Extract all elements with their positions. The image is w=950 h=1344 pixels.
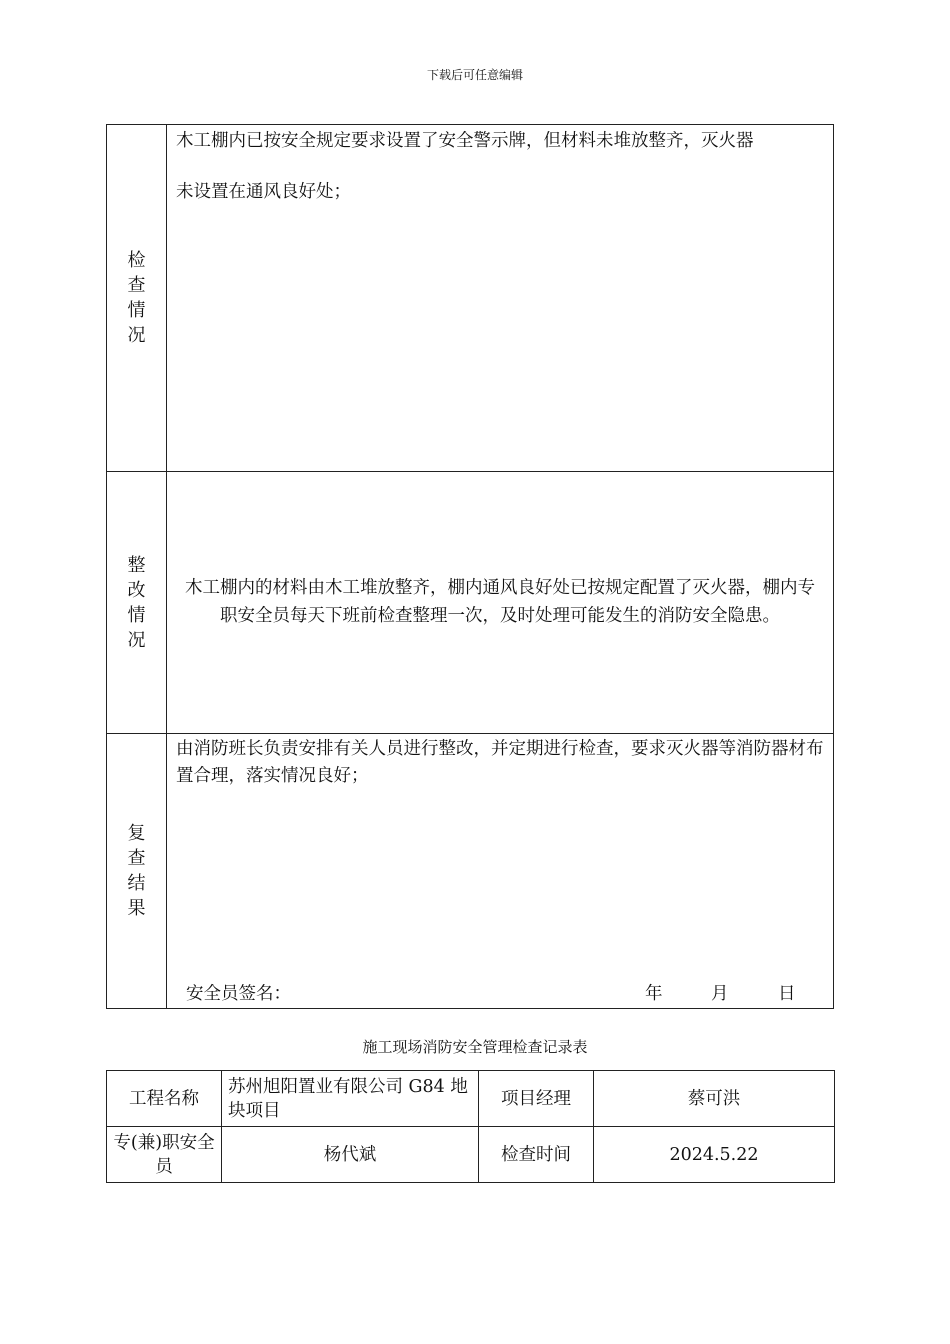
info-row-1 [107, 1071, 835, 1127]
info-row-2 [107, 1127, 835, 1183]
inspection-text-line2: 未设置在通风良好处； [176, 182, 351, 202]
signature-month-label: 月 [711, 984, 729, 1004]
inspection-label: 检查情况 [127, 250, 146, 346]
safety-officer-value: 杨代斌 [222, 1127, 479, 1183]
project-name-value: 苏州旭阳置业有限公司 G84 地块项目 [222, 1071, 479, 1127]
inspection-row [107, 125, 834, 472]
review-content-cell [167, 734, 834, 1009]
project-info-table [106, 1070, 835, 1183]
signature-day-label: 日 [778, 984, 796, 1004]
inspection-label-cell [107, 125, 167, 472]
inspection-time-label: 检查时间 [479, 1127, 594, 1183]
header-note: 下载后可任意编辑 [426, 68, 523, 82]
signature-row [186, 982, 833, 1006]
review-label-cell [107, 734, 167, 1009]
review-row [107, 734, 834, 1009]
inspection-time-value: 2024.5.22 [594, 1127, 835, 1183]
inspection-content-cell [167, 125, 834, 472]
project-name-label: 工程名称 [107, 1071, 222, 1127]
signature-label: 安全员签名： [186, 984, 291, 1004]
signature-year-label: 年 [645, 984, 663, 1004]
review-label: 复查结果 [127, 823, 146, 919]
manager-label: 项目经理 [479, 1071, 594, 1127]
safety-officer-label: 专(兼)职安全员 [107, 1127, 222, 1183]
review-text: 由消防班长负责安排有关人员进行整改，并定期进行检查，要求灭火器等消防器材布置合理，落实情况良好； [176, 739, 824, 786]
record-table [106, 124, 834, 1009]
rectification-label: 整改情况 [127, 554, 146, 651]
manager-value: 蔡可洪 [594, 1071, 835, 1127]
rectification-row [107, 472, 834, 734]
rectification-text: 木工棚内的材料由木工堆放整齐，棚内通风良好处已按规定配置了灭火器，棚内专职安全员每天下班前检查整理一次，及时处理可能发生的消防安全隐患。 [185, 578, 815, 626]
inspection-text-line1: 木工棚内已按安全规定要求设置了安全警示牌，但材料未堆放整齐，灭火器 [176, 131, 754, 151]
rectification-content-cell [167, 472, 834, 734]
form-title: 施工现场消防安全管理检查记录表 [362, 1038, 588, 1056]
rectification-label-cell [107, 472, 167, 734]
